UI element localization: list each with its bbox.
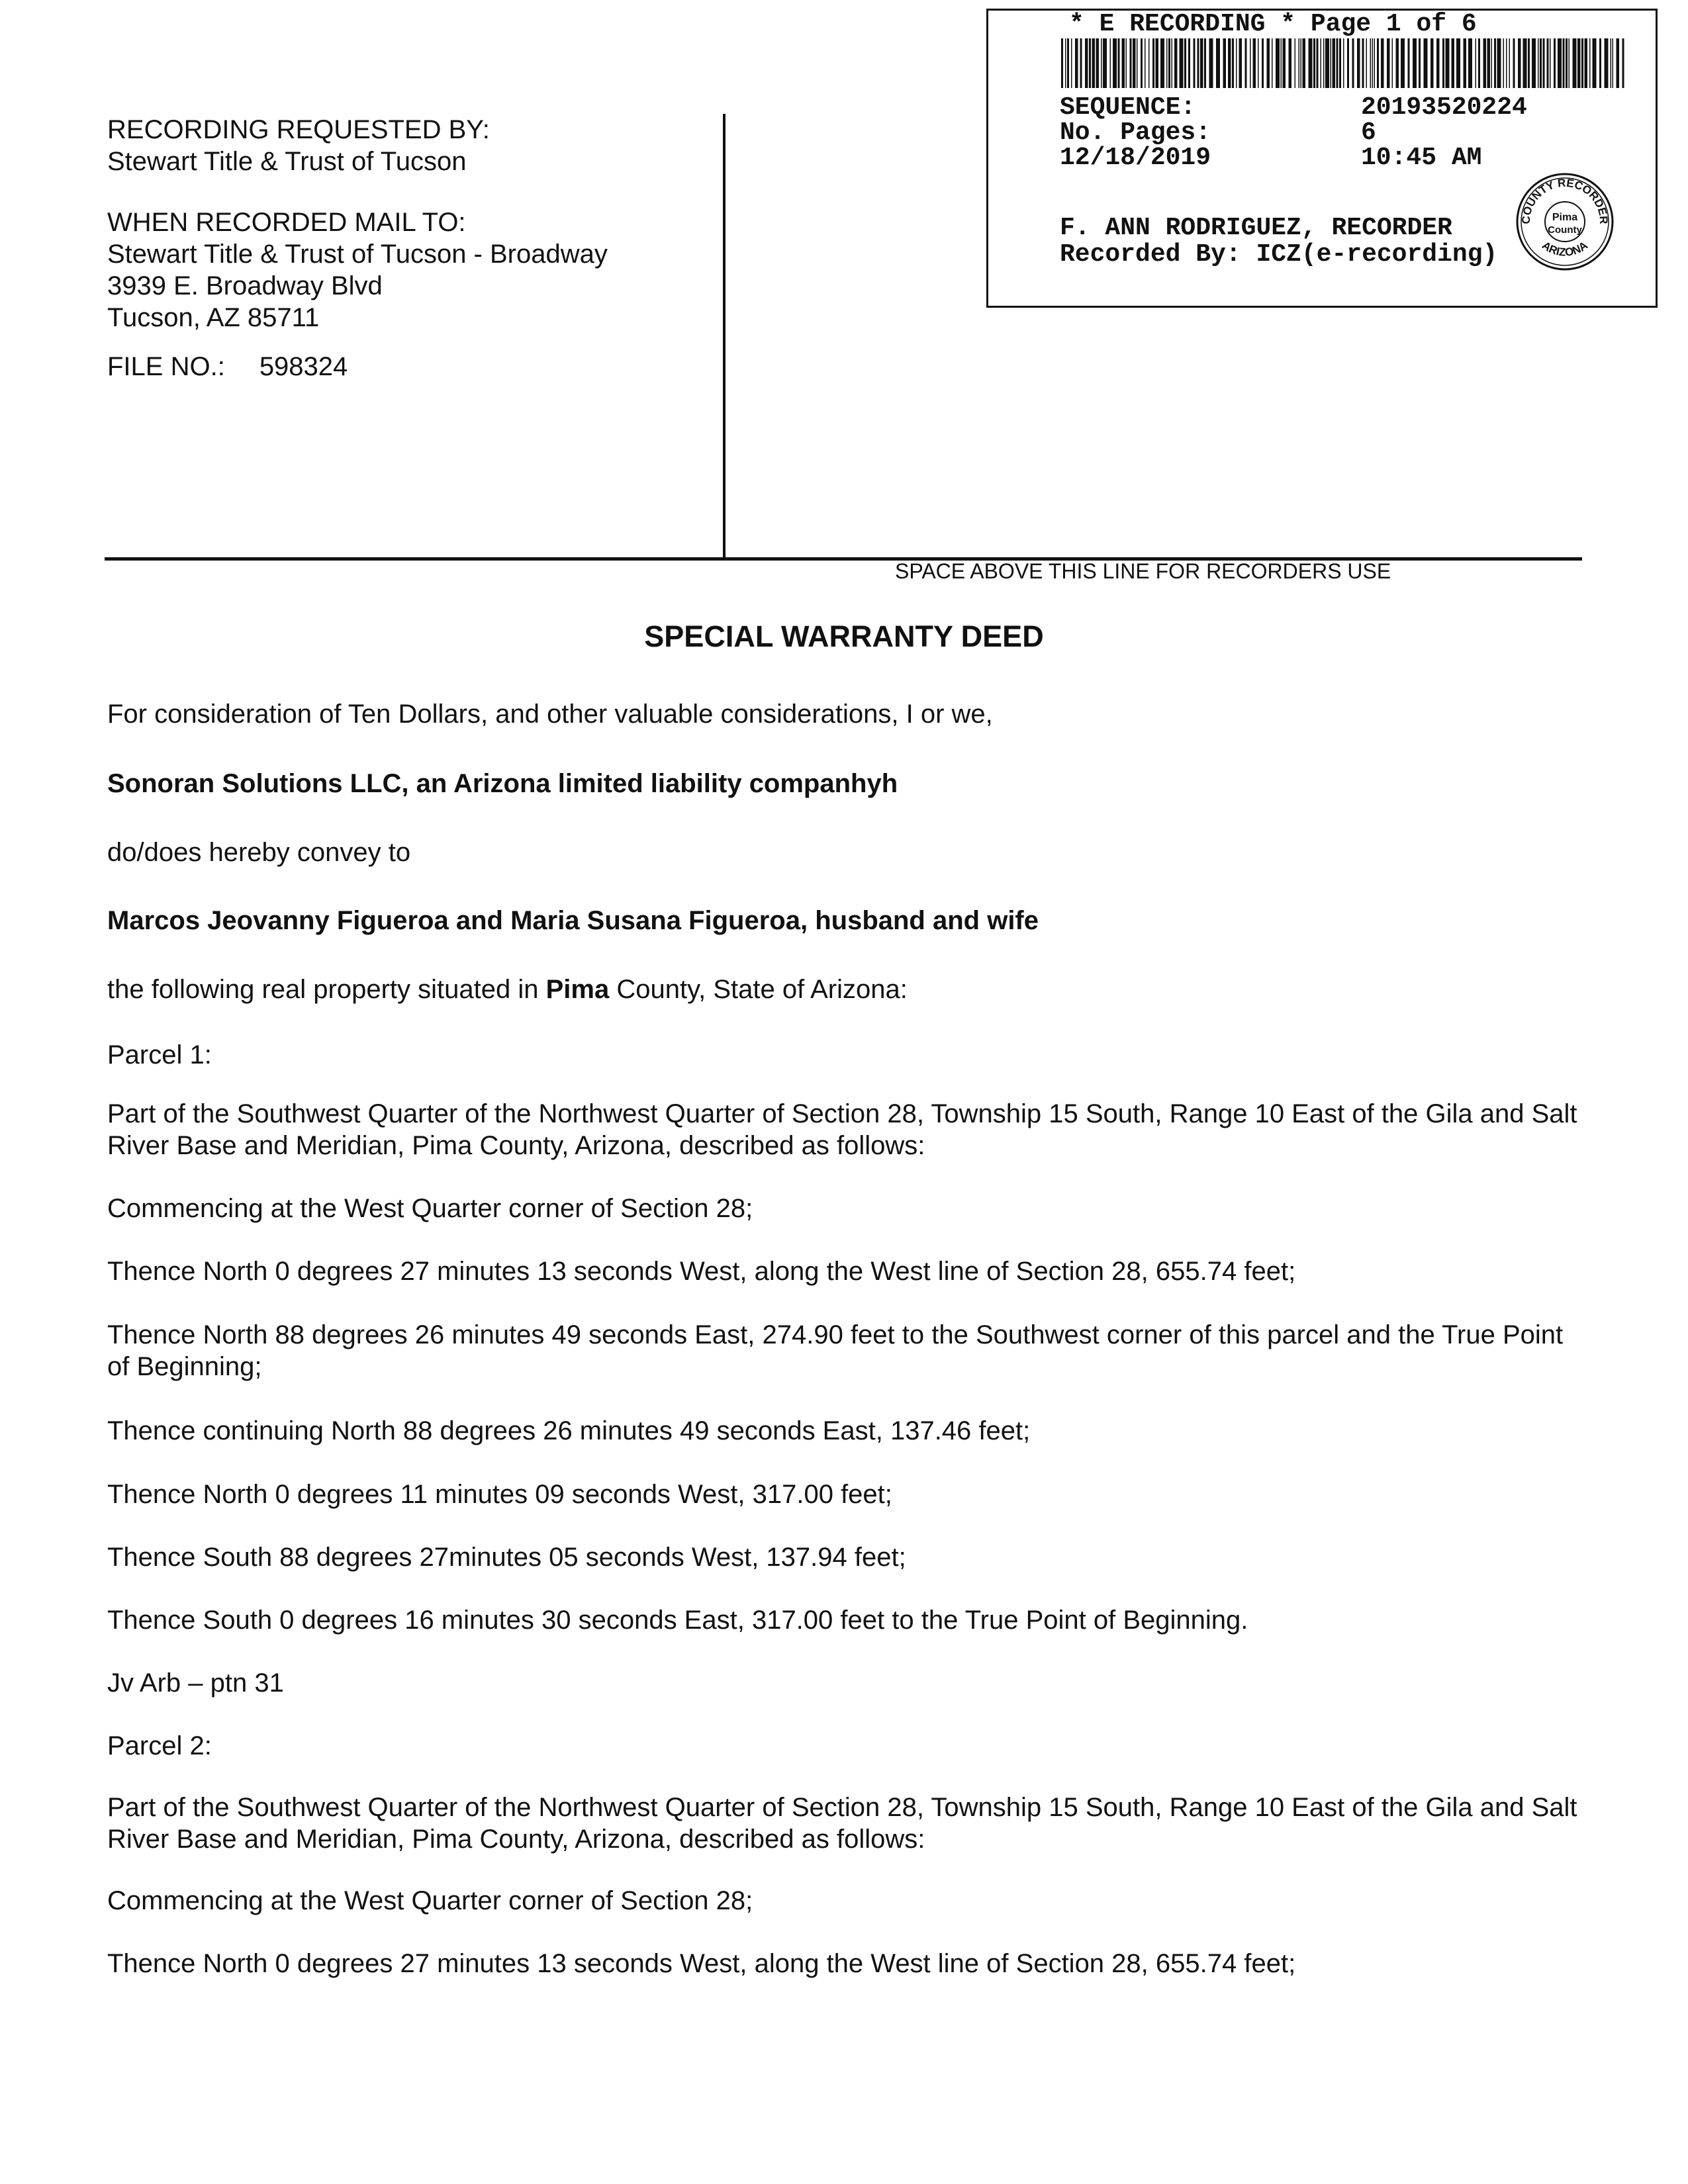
- consideration-text: For consideration of Ten Dollars, and other valuable considerations, I or we,: [107, 700, 993, 729]
- property-location: [107, 974, 1590, 1005]
- property-post-text: County, State of Arizona:: [609, 975, 908, 1004]
- pages-row: [1060, 118, 1376, 147]
- mail-to-line2: 3939 E. Broadway Blvd: [107, 271, 383, 300]
- recorder-name: F. ANN RODRIGUEZ, RECORDER: [1060, 214, 1452, 242]
- convey-text: do/does hereby convey to: [107, 838, 411, 867]
- recording-header-block: [107, 114, 703, 383]
- barcode: [1061, 38, 1626, 88]
- parcel2-course1: Thence North 0 degrees 27 minutes 13 seconds West, along the West line of Section 28, 655.74 feet;: [107, 1949, 1296, 1978]
- date-time-row: [1060, 144, 1482, 172]
- pages-value: 6: [1361, 118, 1376, 147]
- recorded-by: Recorded By: ICZ(e-recording): [1060, 240, 1498, 269]
- requested-by-name: Stewart Title & Trust of Tucson: [107, 147, 467, 176]
- parcel1-course4: Thence North 0 degrees 11 minutes 09 seconds West, 317.00 feet;: [107, 1480, 892, 1509]
- parcel1-description: Part of the Southwest Quarter of the Northwest Quarter of Section 28, Township 15 South, Range 10 East of the Gila and Salt River Base and Meridian, Pima County, Arizona, described as follows:: [107, 1099, 1577, 1160]
- recording-time: 10:45 AM: [1361, 144, 1482, 172]
- sequence-value: 20193520224: [1361, 93, 1527, 122]
- parcel1-label: Parcel 1:: [107, 1040, 212, 1069]
- seal-center-line2: County: [1548, 224, 1582, 236]
- pages-label: No. Pages:: [1060, 118, 1211, 147]
- parcel2-commencing: Commencing at the West Quarter corner of Section 28;: [107, 1886, 753, 1915]
- deed-title: SPECIAL WARRANTY DEED: [644, 619, 1044, 653]
- mail-to-label: WHEN RECORDED MAIL TO:: [107, 208, 466, 237]
- recording-banner: * E RECORDING * Page 1 of 6: [1069, 10, 1477, 38]
- mail-to-line1: Stewart Title & Trust of Tucson - Broadway: [107, 240, 608, 269]
- recording-stamp-box: [986, 9, 1658, 308]
- property-pre-text: the following real property situated in: [107, 975, 546, 1004]
- sequence-label: SEQUENCE:: [1060, 93, 1196, 122]
- parcel1-course6: Thence South 0 degrees 16 minutes 30 seconds East, 317.00 feet to the True Point of Beginning.: [107, 1606, 1248, 1635]
- file-number-row: [107, 351, 703, 383]
- header-vertical-divider: [723, 114, 726, 559]
- parcel1-course3: Thence continuing North 88 degrees 26 minutes 49 seconds East, 137.46 feet;: [107, 1416, 1031, 1445]
- seal-center-line1: Pima: [1552, 212, 1578, 223]
- property-county: Pima: [545, 975, 610, 1004]
- recording-date: 12/18/2019: [1060, 144, 1211, 172]
- seal-top-text: COUNTY RECORDER: [1519, 176, 1611, 224]
- sequence-row: [1060, 93, 1527, 122]
- grantor-name: Sonoran Solutions LLC, an Arizona limited liability companhyh: [107, 769, 898, 798]
- parcel2-label: Parcel 2:: [107, 1731, 212, 1760]
- parcel1-course5: Thence South 88 degrees 27minutes 05 seconds West, 137.94 feet;: [107, 1543, 906, 1572]
- parcel2-description: Part of the Southwest Quarter of the Northwest Quarter of Section 28, Township 15 South, Range 10 East of the Gila and Salt River Base and Meridian, Pima County, Arizona, described as follows:: [107, 1793, 1577, 1854]
- file-number-value: 598324: [259, 352, 348, 381]
- parcel1-course2: Thence North 88 degrees 26 minutes 49 seconds East, 274.90 feet to the Southwest corner of this parcel and the True Point of Beginning;: [107, 1320, 1564, 1381]
- seal-bottom-text: ARIZONA: [1540, 239, 1590, 259]
- requested-by-label: RECORDING REQUESTED BY:: [107, 115, 490, 144]
- grantee-name: Marcos Jeovanny Figueroa and Maria Susana Figueroa, husband and wife: [107, 906, 1039, 935]
- file-number-label: FILE NO.:: [107, 352, 225, 381]
- parcel1-course1: Thence North 0 degrees 27 minutes 13 seconds West, along the West line of Section 28, 655.74 feet;: [107, 1257, 1296, 1286]
- county-recorder-seal: [1515, 172, 1615, 271]
- space-above-note: SPACE ABOVE THIS LINE FOR RECORDERS USE: [895, 559, 1391, 583]
- mail-to-line3: Tucson, AZ 85711: [107, 303, 320, 332]
- parcel1-commencing: Commencing at the West Quarter corner of Section 28;: [107, 1194, 753, 1223]
- parcel1-note: Jv Arb – ptn 31: [107, 1668, 284, 1698]
